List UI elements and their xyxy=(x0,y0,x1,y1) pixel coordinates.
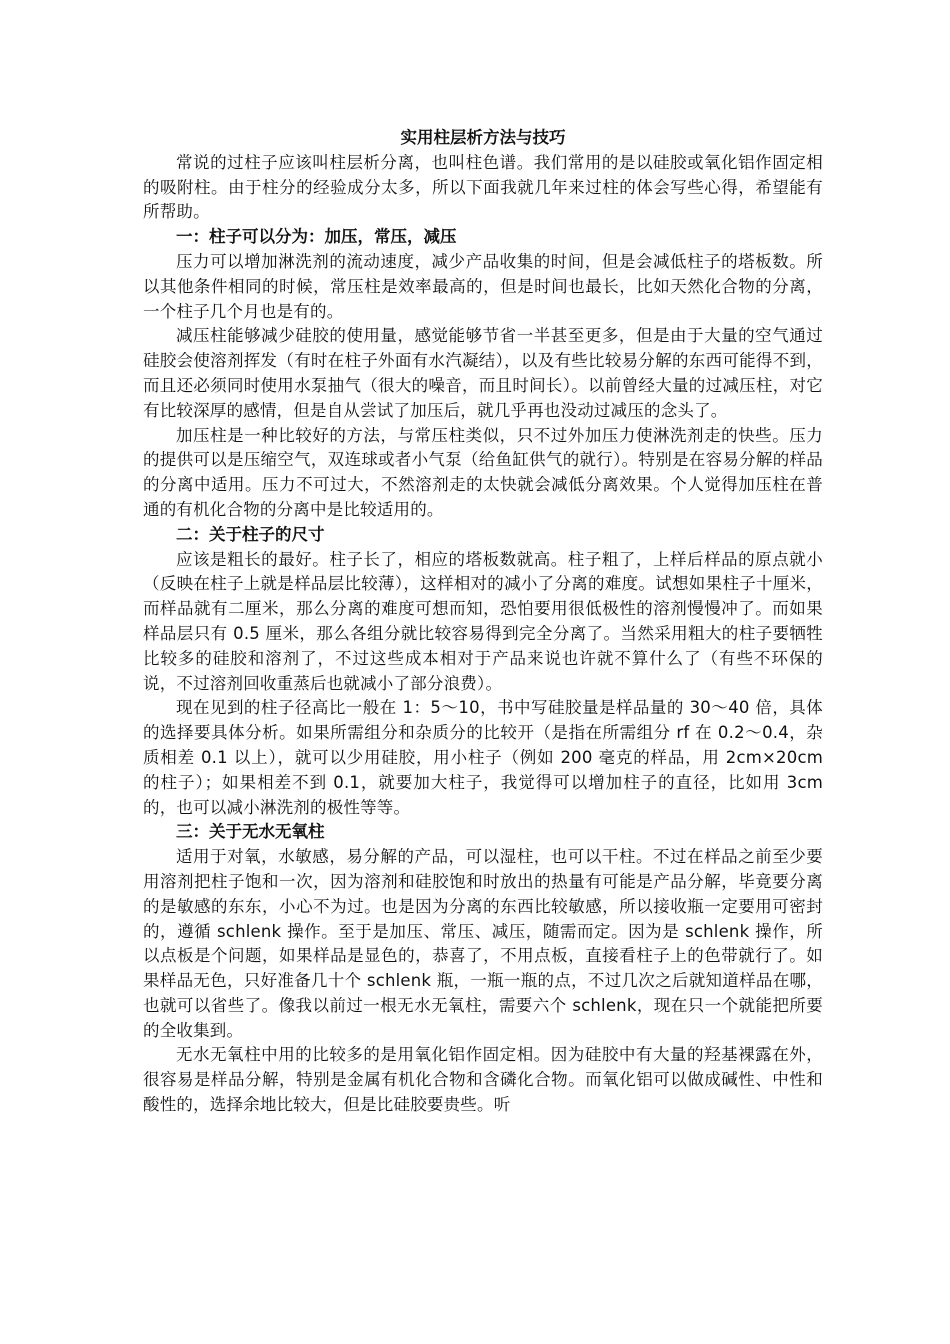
paragraph-vacuum-column: 减压柱能够减少硅胶的使用量，感觉能够节省一半甚至更多，但是由于大量的空气通过硅胶会使溶剂挥发（有时在柱子外面有水汽凝结），以及有些比较易分解的东西可能得不到，而且还必须同时使用水泵抽气（很大的噪音，而且时间长）。以前曾经大量的过减压柱，对它有比较深厚的感情，但是自从尝试了加压后，就几乎再也没动过减压的念头了。 xyxy=(143,326,823,420)
paragraph-column-size: 应该是粗长的最好。柱子长了，相应的塔板数就高。柱子粗了，上样后样品的原点就小（反映在柱子上就是样品层比较薄），这样相对的减小了分离的难度。试想如果柱子十厘米，而样品就有二厘米，那么分离的难度可想而知，恐怕要用很低极性的溶剂慢慢冲了。而如果样品层只有 0.5 厘米，那么各组分就比较容易得到完全分离了。当然采用粗大的柱子要牺牲比较多的硅胶和溶剂了，不过这些成本相对于产品来说也许就不算什么了（有些不环保的说，不过溶剂回收重蒸后也就减小了部分浪费）。 xyxy=(143,549,823,693)
document-title: 实用柱层析方法与技巧 xyxy=(400,128,566,147)
paragraph-anhydrous-usage: 适用于对氧，水敏感，易分解的产品，可以湿柱，也可以干柱。不过在样品之前至少要用溶剂把柱子饱和一次，因为溶剂和硅胶饱和时放出的热量有可能是产品分解，毕竟要分离的是敏感的东东，小心不为过。也是因为分离的东西比较敏感，所以接收瓶一定要用可密封的，遵循 schlenk 操作。至于是加压、常压、减压，随需而定。因为是 schlenk 操作，所以点板是个问题，如果样品是显色的，恭喜了，不用点板，直接看柱子上的色带就行了。如果样品无色，只好准备几十个 schlenk 瓶，一瓶一瓶的点，不过几次之后就知道样品在哪，也就可以省些了。像我以前过一根无水无氧柱，需要六个 schlenk，现在只一个就能把所要的全收集到。 xyxy=(143,847,823,1040)
paragraph-diameter-ratio: 现在见到的柱子径高比一般在 1：5～10，书中写硅胶量是样品量的 30～40 倍，具体的选择要具体分析。如果所需组分和杂质分的比较开（是指在所需组分 rf 在 0.2～0.4，杂质相差 0.1 以上），就可以少用硅胶，用小柱子（例如 200 毫克的样品，用 2cm×20cm 的柱子）；如果相差不到 0.1，就要加大柱子，我觉得可以增加柱子的直径，比如用 3cm 的，也可以减小淋洗剂的极性等等。 xyxy=(143,698,823,817)
document-page xyxy=(143,126,823,1118)
section-heading-anhydrous: 三：关于无水无氧柱 xyxy=(176,822,325,842)
intro-paragraph: 常说的过柱子应该叫柱层析分离，也叫柱色谱。我们常用的是以硅胶或氧化铝作固定相的吸附柱。由于柱分的经验成分太多，所以下面我就几年来过柱的体会写些心得，希望能有所帮助。 xyxy=(143,152,823,222)
section-heading-pressure: 一：柱子可以分为：加压，常压，减压 xyxy=(176,227,457,247)
paragraph-alumina-phase: 无水无氧柱中用的比较多的是用氧化铝作固定相。因为硅胶中有大量的羟基裸露在外，很容易是样品分解，特别是金属有机化合物和含磷化合物。而氧化铝可以做成碱性、中性和酸性的，选择余地比较大，但是比硅胶要贵些。听 xyxy=(143,1045,823,1115)
paragraph-pressurized-column: 加压柱是一种比较好的方法，与常压柱类似，只不过外加压力使淋洗剂走的快些。压力的提供可以是压缩空气，双连球或者小气泵（给鱼缸供气的就行）。特别是在容易分解的样品的分离中适用。压力不可过大，不然溶剂走的太快就会减低分离效果。个人觉得加压柱在普通的有机化合物的分离中是比较适用的。 xyxy=(143,425,823,519)
paragraph-pressure-general: 压力可以增加淋洗剂的流动速度，减少产品收集的时间，但是会减低柱子的塔板数。所以其他条件相同的时候，常压柱是效率最高的，但是时间也最长，比如天然化合物的分离，一个柱子几个月也是有的。 xyxy=(143,251,823,321)
section-heading-column-size: 二：关于柱子的尺寸 xyxy=(176,524,325,544)
